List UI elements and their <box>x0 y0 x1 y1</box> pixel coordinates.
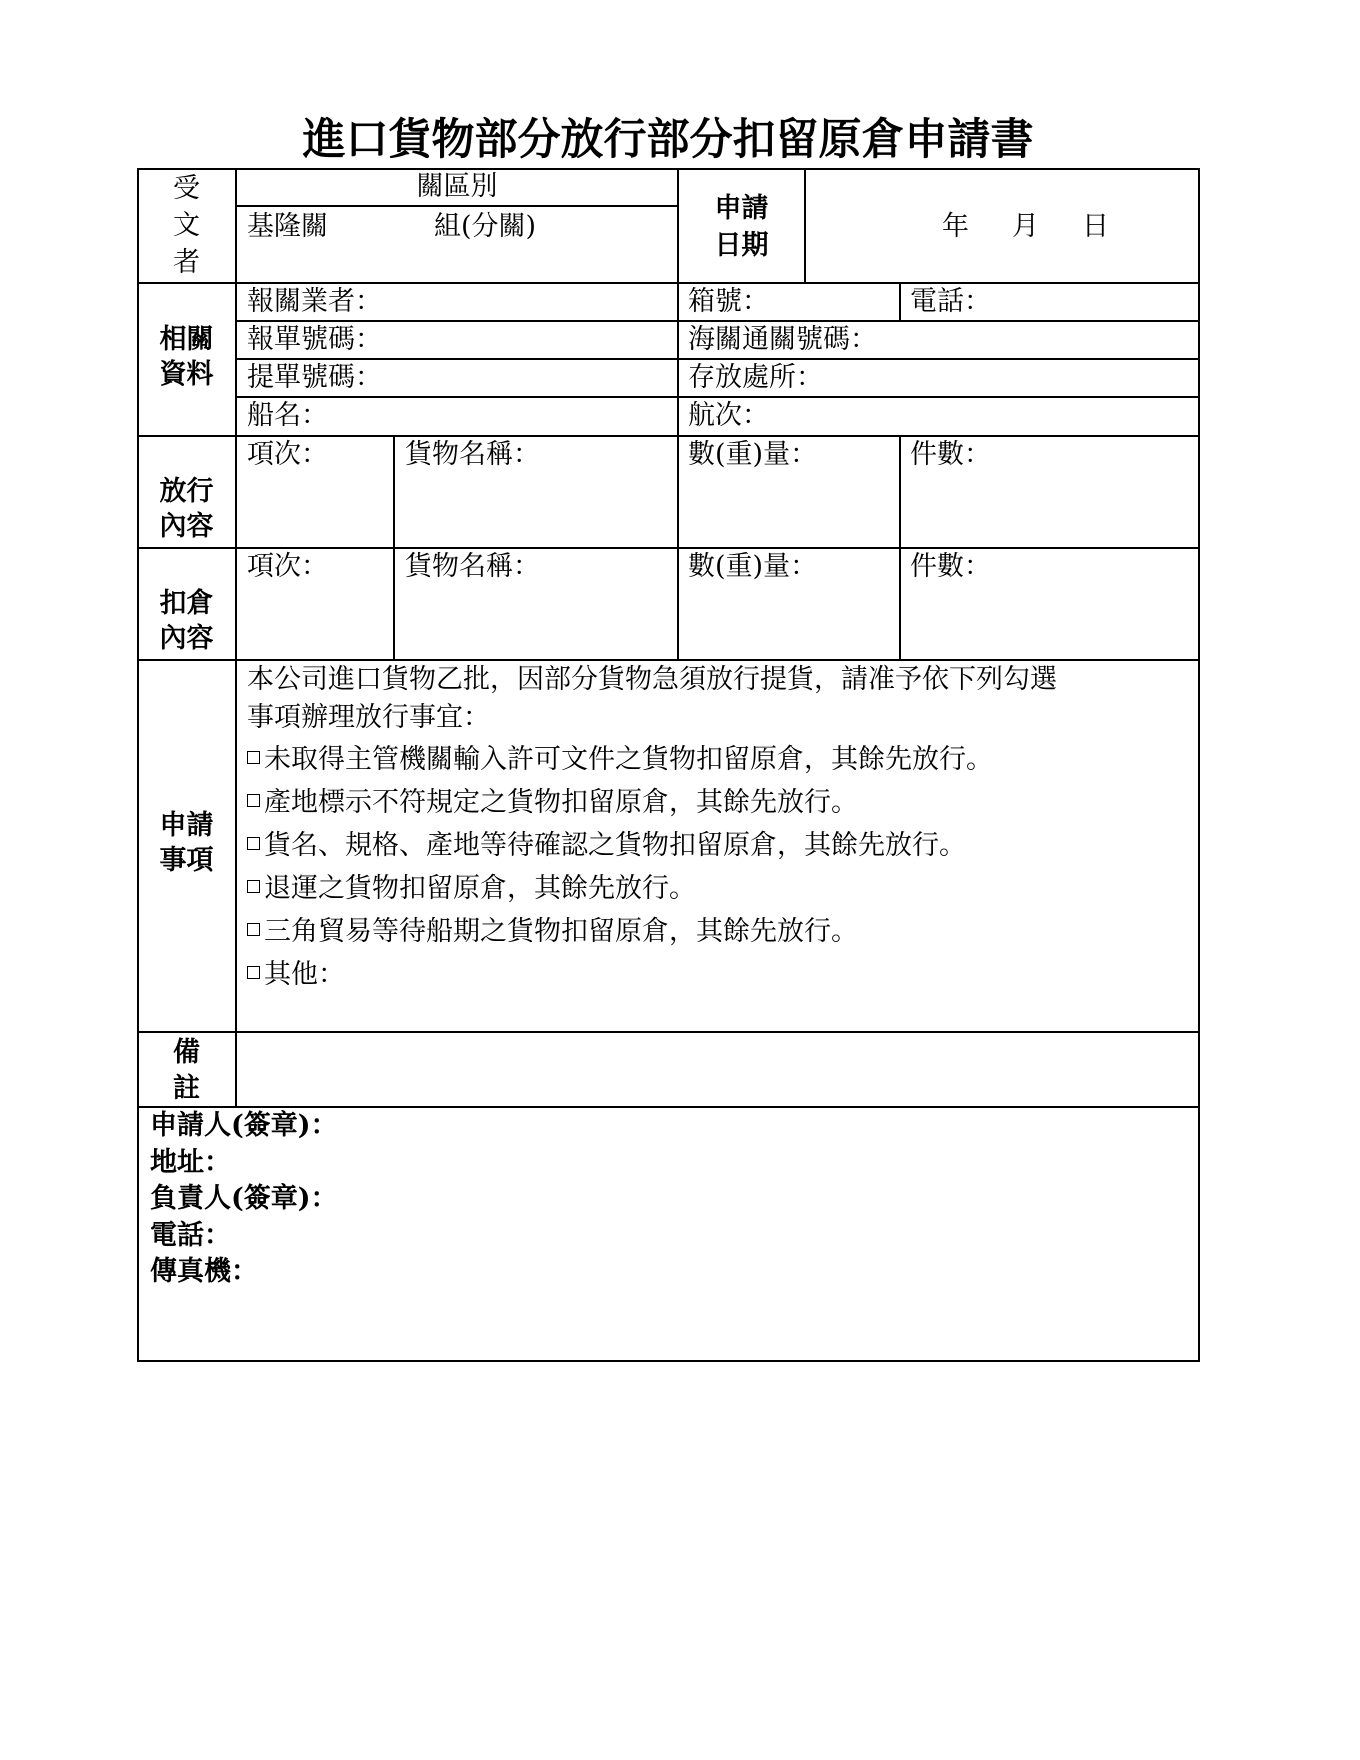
table-border-right <box>1198 168 1200 1362</box>
checkbox-icon[interactable] <box>247 751 260 764</box>
option-pending-confirmation[interactable]: 貨名、規格、產地等待確認之貨物扣留原倉，其餘先放行。 <box>247 829 966 863</box>
applicant-signature-field[interactable]: 申請人(簽章)： <box>150 1110 338 1141</box>
voyage-no-field[interactable]: 航次： <box>688 400 769 431</box>
application-items-label: 申請 事項 <box>159 810 214 876</box>
column-divider <box>899 435 901 660</box>
related-info-label: 相關 資料 <box>159 324 214 390</box>
recipient-label: 受 文 者 <box>173 173 200 278</box>
option-origin-marking[interactable]: 產地標示不符規定之貨物扣留原倉，其餘先放行。 <box>247 786 858 820</box>
row-divider <box>137 435 1200 437</box>
row-divider <box>137 659 1200 661</box>
remarks-label: 備 註 <box>173 1037 200 1104</box>
table-border-bottom <box>137 1360 1200 1362</box>
detained-item-no-field[interactable]: 項次： <box>247 551 328 582</box>
vessel-name-field[interactable]: 船名： <box>247 400 328 431</box>
checkbox-icon[interactable] <box>247 837 260 850</box>
option-triangular-trade[interactable]: 三角貿易等待船期之貨物扣留原倉，其餘先放行。 <box>247 915 858 949</box>
column-divider <box>899 282 901 321</box>
detained-quantity-field[interactable]: 數(重)量： <box>688 551 818 582</box>
row-divider <box>235 320 1200 322</box>
date-month[interactable]: 月 <box>1012 211 1039 242</box>
application-intro-line1: 本公司進口貨物乙批，因部分貨物急須放行提貨，請准予依下列勾選 <box>247 664 1057 695</box>
option-other[interactable]: 其他： <box>247 958 345 992</box>
row-divider <box>235 396 1200 398</box>
signature-block <box>150 1108 338 1291</box>
customs-office-field[interactable]: 基隆關 <box>247 211 328 242</box>
application-date-label: 申請 日期 <box>714 193 769 261</box>
responsible-person-signature-field[interactable]: 負責人(簽章)： <box>150 1183 338 1214</box>
broker-field[interactable]: 報關業者： <box>247 286 382 317</box>
checkbox-icon[interactable] <box>247 923 260 936</box>
row-divider <box>137 282 1200 284</box>
group-branch-field[interactable]: 組(分關) <box>434 211 537 242</box>
signature-phone-field[interactable]: 電話： <box>150 1219 231 1251</box>
remarks-field[interactable] <box>237 1033 1198 1106</box>
release-content-label: 放行 內容 <box>159 476 214 542</box>
phone-field[interactable]: 電話： <box>910 286 991 317</box>
detained-goods-name-field[interactable]: 貨物名稱： <box>405 551 540 582</box>
release-packages-field[interactable]: 件數： <box>910 439 991 470</box>
checkbox-icon[interactable] <box>247 794 260 807</box>
checkbox-icon[interactable] <box>247 966 260 979</box>
detained-packages-field[interactable]: 件數： <box>910 551 991 582</box>
release-quantity-field[interactable]: 數(重)量： <box>688 439 818 470</box>
row-divider <box>235 205 679 207</box>
fax-field[interactable]: 傳真機： <box>150 1256 258 1287</box>
column-divider <box>393 435 395 660</box>
date-day[interactable]: 日 <box>1082 211 1109 242</box>
customs-zone-header: 關區別 <box>416 171 498 202</box>
declaration-no-field[interactable]: 報單號碼： <box>247 324 382 355</box>
row-divider <box>137 547 1200 549</box>
release-goods-name-field[interactable]: 貨物名稱： <box>405 439 540 470</box>
storage-place-field[interactable]: 存放處所： <box>688 362 823 393</box>
address-field[interactable]: 地址： <box>150 1146 231 1178</box>
application-intro-line2: 事項辦理放行事宜： <box>247 702 490 733</box>
row-divider <box>235 358 1200 360</box>
customs-clearance-no-field[interactable]: 海關通關號碼： <box>688 324 877 355</box>
option-return-shipment[interactable]: 退運之貨物扣留原倉，其餘先放行。 <box>247 872 696 906</box>
bill-of-lading-no-field[interactable]: 提單號碼： <box>247 362 382 393</box>
release-item-no-field[interactable]: 項次： <box>247 439 328 470</box>
box-no-field[interactable]: 箱號： <box>688 286 769 317</box>
option-no-import-permit[interactable]: 未取得主管機關輸入許可文件之貨物扣留原倉，其餘先放行。 <box>247 743 993 777</box>
checkbox-icon[interactable] <box>247 880 260 893</box>
detained-content-label: 扣倉 內容 <box>159 588 214 654</box>
date-year[interactable]: 年 <box>942 211 969 242</box>
form-title: 進口貨物部分放行部分扣留原倉申請書 <box>302 115 1034 165</box>
